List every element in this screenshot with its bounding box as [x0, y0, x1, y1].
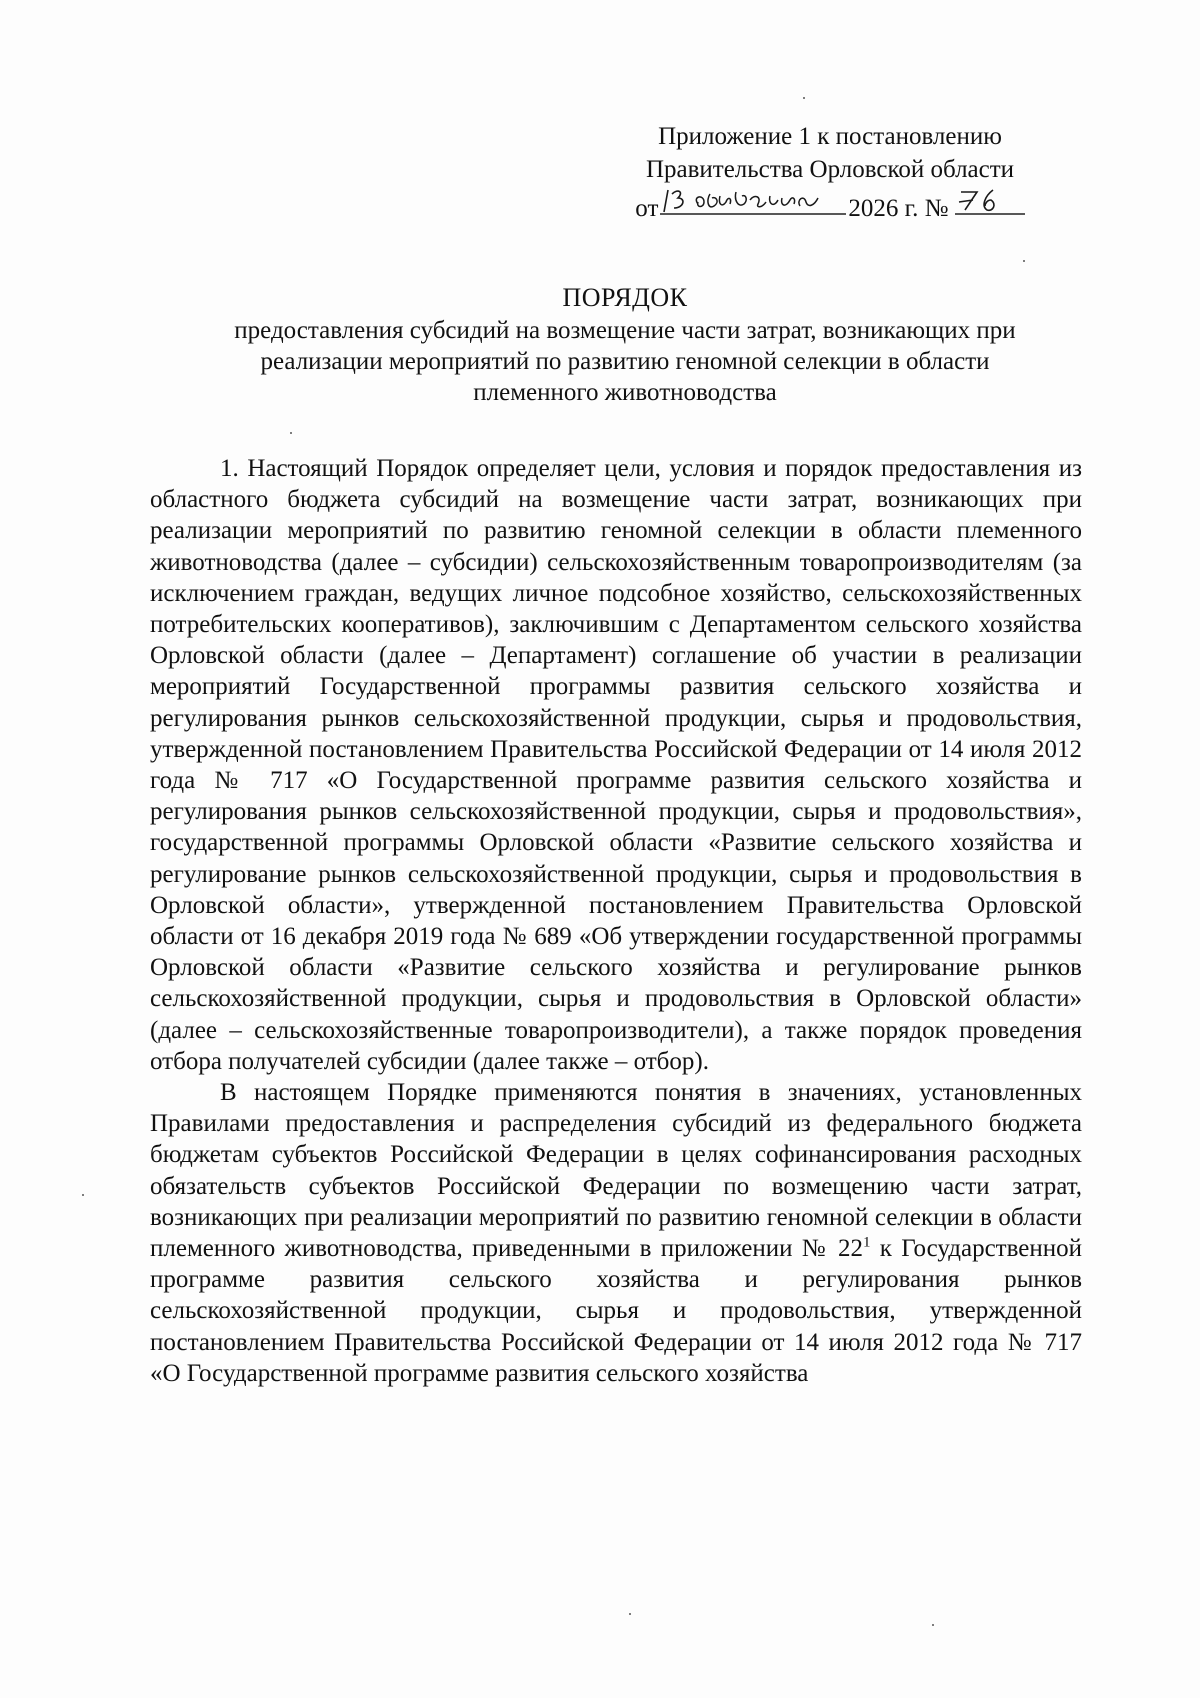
title-subtitle-line-3: племенного животноводства [473, 379, 777, 406]
appendix-date-line [600, 186, 1060, 225]
paragraph-2-text-a: В настоящем Порядке применяются понятия в значениях, установленных Правилами предоставления и распределения субсидий из федерального бюджета бюджетам субъектов Российской Федерации в целях софинансирования расходных обязательств субъектов Российской Федерации по возмещению части затрат, возникающих при реализации мероприятий по развитию геномной селекции в области племенного животноводства, приведенными в приложении № 22 [150, 1079, 1082, 1263]
title-subtitle-line-1: предоставления субсидий на возмещение части затрат, возникающих при [234, 317, 1016, 344]
handwritten-number [955, 186, 1025, 216]
scan-speck [932, 1624, 934, 1626]
document-body [150, 453, 1082, 1389]
paragraph-2 [150, 1077, 1082, 1389]
appendix-line-1: Приложение 1 к постановлению [658, 123, 1002, 150]
scan-speck [82, 1194, 84, 1196]
handwritten-number-signature [955, 186, 1025, 216]
scan-speck [629, 1613, 631, 1615]
paragraph-2-superscript: 1 [862, 1234, 871, 1251]
document-title [160, 283, 1090, 408]
year-and-number-label: 2026 г. № [848, 195, 949, 222]
appendix-header [600, 120, 1060, 225]
appendix-line-2: Правительства Орловской области [645, 156, 1015, 183]
handwritten-date [658, 186, 848, 216]
paragraph-1: 1. Настоящий Порядок определяет цели, условия и порядок предоставления из областного бюджета субсидий на возмещение части затрат, возникающих при реализации мероприятий по развитию геномной селекции в области племенного животноводства (далее – субсидии) сельскохозяйственным товаропроизводителям (за исключением граждан, ведущих личное подсобное хозяйство, сельскохозяйственных потребительских кооперативов), заключившим с Департаментом сельского хозяйства Орловской области (далее – Департамент) соглашение об участии в реализации мероприятий Государственной программы развития сельского хозяйства и регулирования рынков сельскохозяйственной продукции, сырья и продовольствия, утвержденной постановлением Правительства Российской Федерации от 14 июля 2012 года № 717 «О Государственной программе развития сельского хозяйства и регулирования рынков сельскохозяйственной продукции, сырья и продовольствия», государственной программы Орловской области «Развитие сельского хозяйства и регулирование рынков сельскохозяйственной продукции, сырья и продовольствия в Орловской области», утвержденной постановлением Правительства Орловской области от 16 декабря 2019 года № 689 «Об утверждении государственной программы Орловской области «Развитие сельского хозяйства и регулирование рынков сельскохозяйственной продукции, сырья и продовольствия в Орловской области» (далее – сельскохозяйственные товаропроизводители), а также порядок проведения отбора получателей субсидии (далее также – отбор). [150, 455, 1082, 1075]
title-heading: ПОРЯДОК [562, 283, 688, 312]
paragraph-2-text-b: к Государственной программе развития сельского хозяйства и регулирования рынков сельскохозяйственной продукции, сырья и продовольствия, утвержденной постановлением Правительства Российской Федерации от 14 июля 2012 года № 717 «О Государственной программе развития сельского хозяйства [150, 1235, 1082, 1387]
title-subtitle-line-2: реализации мероприятий по развитию геномной селекции в области [260, 348, 990, 375]
scan-speck [803, 97, 805, 99]
scan-speck [290, 432, 292, 434]
date-prefix: от [635, 195, 659, 222]
handwritten-date-signature [658, 186, 848, 216]
scan-speck [1023, 260, 1025, 262]
